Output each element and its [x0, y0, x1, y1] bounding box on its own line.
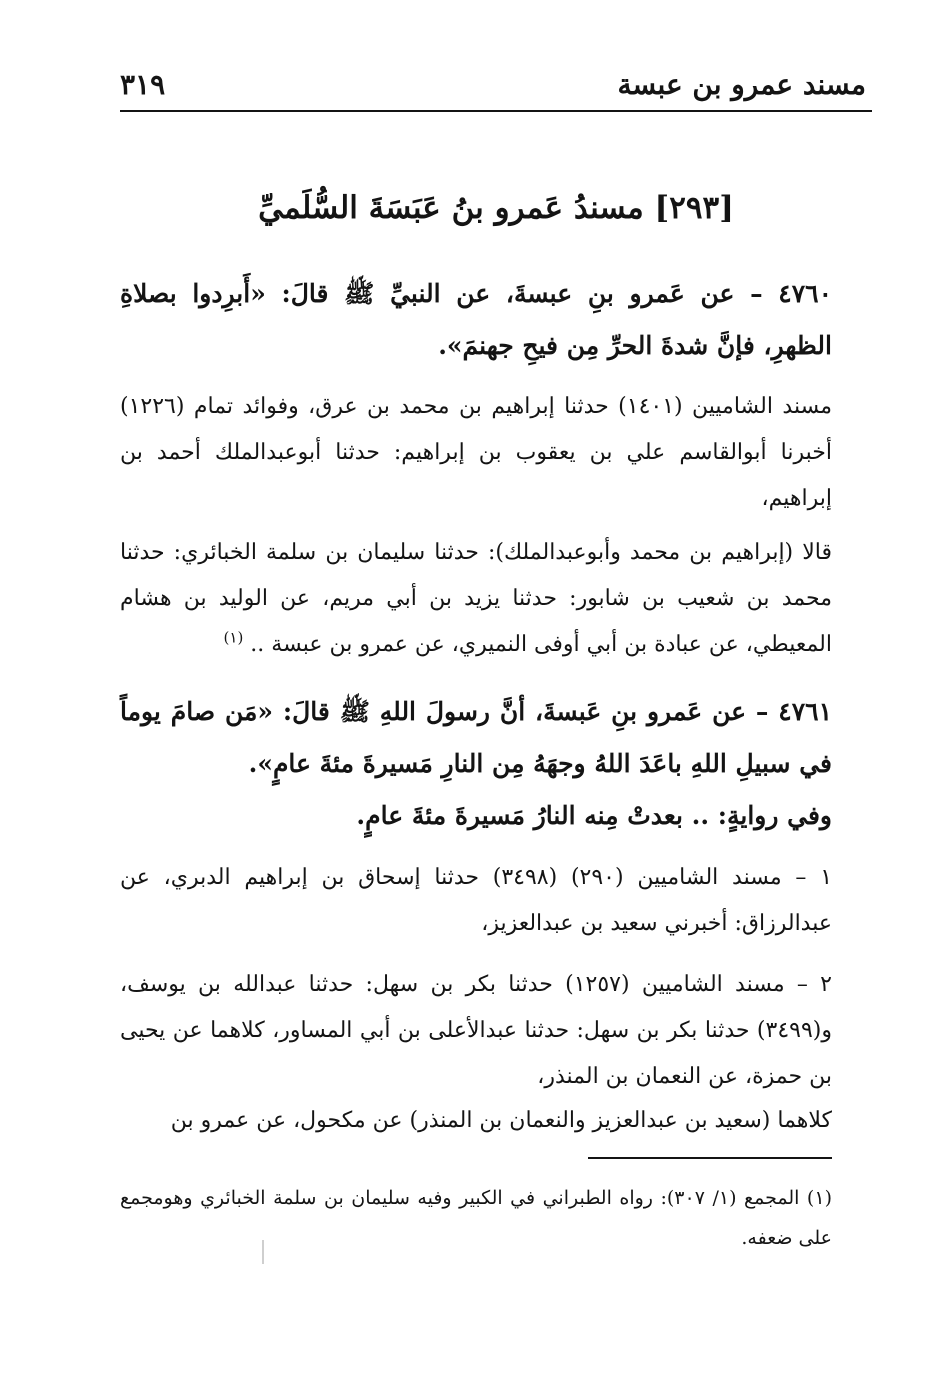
source-paragraph-3: ١ – مسند الشاميين (٢٩٠) (٣٤٩٨) حدثنا إسحاق بن إبراهيم الدبري، عن عبدالرزاق: أخبرني سعيد بن عبدالعزيز،	[120, 865, 833, 936]
scan-artifact	[262, 1240, 264, 1264]
source-paragraph-2-text: قالا (إبراهيم بن محمد وأبوعبدالملك): حدثنا سليمان بن سلمة الخبائري: حدثنا محمد بن شعيب بن شابور: حدثنا يزيد بن أبي مريم، عن الوليد بن هشام المعيطي، عن عبادة بن أبي أوفى النميري، عن عمرو بن عبسة ..	[120, 540, 832, 657]
source-paragraph-4: ٢ – مسند الشاميين (١٢٥٧) حدثنا بكر بن سهل: حدثنا عبدالله بن يوسف، و(٣٤٩٩) حدثنا بكر بن سهل: حدثنا عبدالأعلى بن أبي المساور، كلاهما عن يحيى بن حمزة، عن النعمان بن المنذر،	[120, 972, 832, 1089]
source-paragraph-2	[120, 530, 832, 668]
header-rule	[120, 110, 872, 112]
section-heading: [٢٩٣] مسندُ عَمرو بنُ عَبَسَةَ السُّلَميِّ	[258, 190, 734, 226]
source-paragraph-5: كلاهما (سعيد بن عبدالعزيز والنعمان بن المنذر) عن مكحول، عن عمرو بن	[170, 1108, 832, 1133]
page-header	[120, 66, 872, 110]
footnote: (١) المجمع (١/ ٣٠٧): رواه الطبراني في الكبير وفيه سليمان بن سلمة الخبائري وهومجمع على ضعفه.	[120, 1187, 832, 1249]
page-number: ٣١٩	[120, 68, 166, 101]
hadith-4760: ٤٧٦٠ – عن عَمرو بنِ عبسةَ، عن النبيِّ ﷺ قالَ: «أَبرِدوا بصلاةِ الظهرِ، فإنَّ شدةَ الحرِّ مِن فيحِ جهنمَ».	[120, 279, 832, 360]
running-title: مسند عمرو بن عبسة	[617, 68, 866, 101]
footnote-separator	[588, 1157, 832, 1159]
footnote-reference[interactable]: (١)	[223, 628, 244, 647]
hadith-4761-variant: وفي روايةٍ: .. بعدتْ مِنه النارُ مَسيرةَ مئةَ عامٍ.	[356, 801, 832, 830]
hadith-4761: ٤٧٦١ – عن عَمرو بنِ عَبسةَ، أنَّ رسولَ اللهِ ﷺ قالَ: «مَن صامَ يوماً في سبيلِ اللهِ باعَدَ اللهُ وجهَهُ مِن النارِ مَسيرةَ مئةَ عامٍ».	[120, 697, 832, 778]
source-paragraph-1: مسند الشاميين (١٤٠١) حدثنا إبراهيم بن محمد بن عرق، وفوائد تمام (١٢٢٦) أخبرنا أبوالقاسم علي بن يعقوب بن إبراهيم: حدثنا أبوعبدالملك أحمد بن إبراهيم،	[120, 394, 833, 511]
